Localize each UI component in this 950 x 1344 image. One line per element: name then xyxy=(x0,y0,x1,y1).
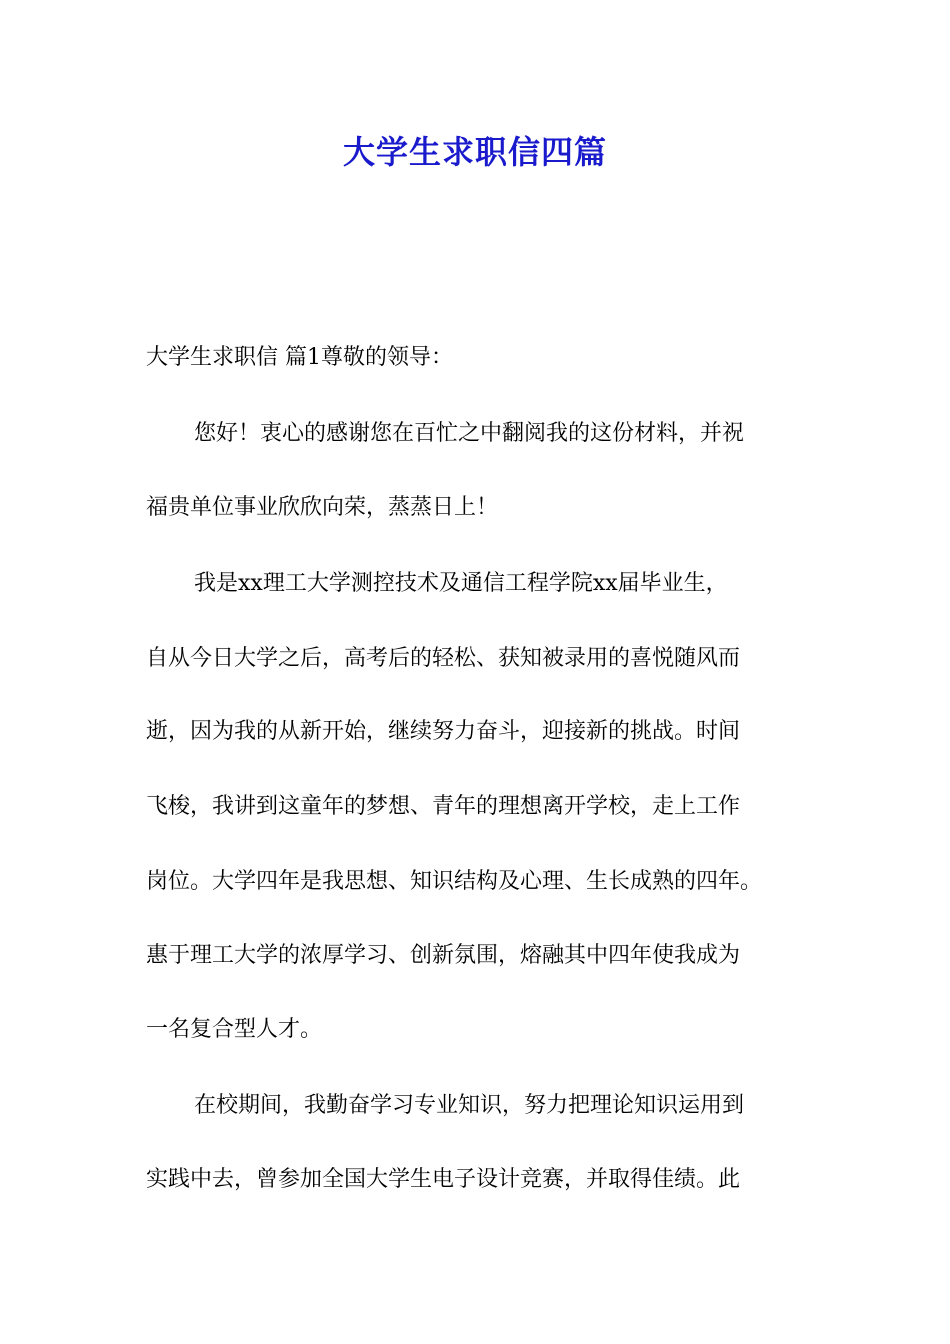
body-line: 飞梭，我讲到这童年的梦想、青年的理想离开学校，走上工作 xyxy=(146,794,741,819)
body-line: 实践中去，曾参加全国大学生电子设计竞赛，并取得佳绩。此 xyxy=(146,1167,741,1192)
body-line: 惠于理工大学的浓厚学习、创新氛围，熔融其中四年使我成为 xyxy=(146,943,741,968)
body-line: 逝，因为我的从新开始，继续努力奋斗，迎接新的挑战。时间 xyxy=(146,719,741,744)
salutation-line: 大学生求职信 篇1尊敬的领导： xyxy=(146,345,453,370)
body-line: 我是xx理工大学测控技术及通信工程学院xx届毕业生， xyxy=(194,571,728,596)
body-line: 一名复合型人才。 xyxy=(146,1017,323,1042)
body-line: 您好！衷心的感谢您在百忙之中翻阅我的这份材料，并祝 xyxy=(194,421,745,446)
body-line: 福贵单位事业欣欣向荣，蒸蒸日上！ xyxy=(146,495,499,520)
body-line: 在校期间，我勤奋学习专业知识，努力把理论知识运用到 xyxy=(194,1093,745,1118)
body-line: 自从今日大学之后，高考后的轻松、获知被录用的喜悦随风而 xyxy=(146,646,741,671)
body-line: 岗位。大学四年是我思想、知识结构及心理、生长成熟的四年。 xyxy=(146,869,763,894)
document-title: 大学生求职信四篇 xyxy=(342,133,607,171)
